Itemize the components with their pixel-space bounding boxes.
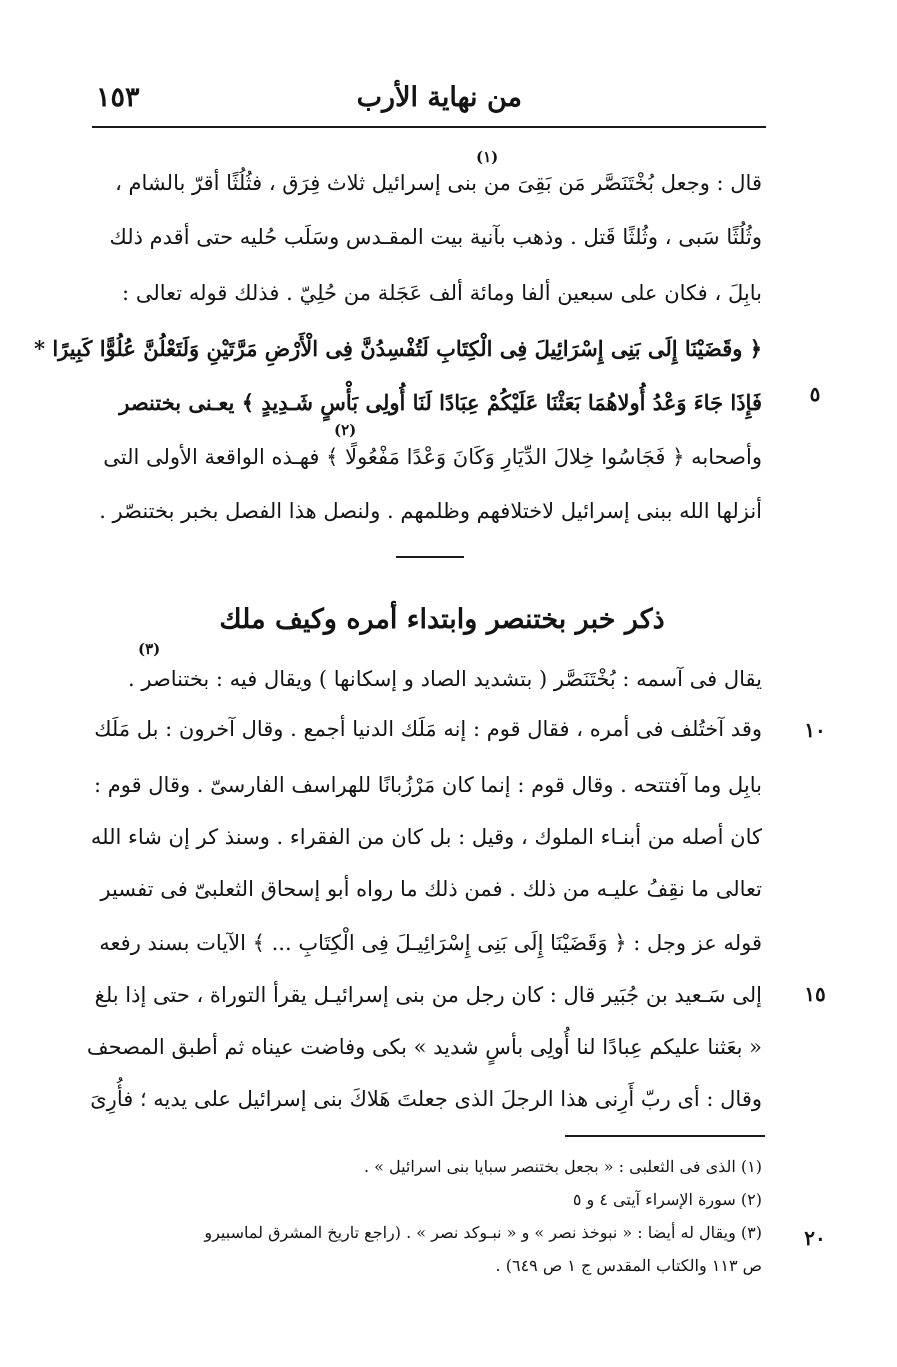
body-line: قوله عز وجل : ﴿ وَقَضَيْنَا إِلَى بَنِى إِسْرَائِيـلَ فِى الْكِتَابِ ... ﴾ الآيات بسند رفعه bbox=[99, 931, 762, 955]
line-number-20: ٢٠ bbox=[804, 1226, 826, 1250]
body-line: وأصحابه ﴿ فَجَاسُوا خِلالَ الدِّيَارِ وَكَانَ وَعْدًا مَفْعُولًا ﴾ فهـذه الواقعة الأولى التى bbox=[103, 445, 762, 469]
page-number: ١٥٣ bbox=[96, 82, 140, 113]
body-line: أنزلها الله ببنى إسرائيل لاختلافهم وظلمهم . ولنصل هذا الفصل بخبر بختنصّر . bbox=[99, 499, 762, 523]
body-line: إلى سَـعيد بن جُبَير قال : كان رجل من بنى إسرائيـل يقرأ التوراة ، حتى إذا بلغ bbox=[94, 983, 762, 1007]
section-title: ذكر خبر بختنصر وابتداء أمره وكيف ملك bbox=[219, 604, 665, 635]
body-line: « بعَثنا عليكم عِبادًا لنا أُولِى بأسٍ شديد » بكى وفاضت عيناه ثم أطبق المصحف bbox=[86, 1035, 762, 1059]
section-divider bbox=[396, 556, 464, 558]
body-line: وقد آختُلف فى أمره ، فقال قوم : إنه مَلَك الدنيا أجمع . وقال آخرون : بل مَلَك bbox=[94, 717, 762, 741]
line-number-5: ٥ bbox=[809, 382, 821, 406]
body-line: تعالى ما نقِفُ عليـه من ذلك . فمن ذلك ما رواه أبو إسحاق الثعلبىّ فى تفسير bbox=[100, 877, 762, 901]
body-line: كان أصله من أبنـاء الملوك ، وقيل : بل كان من الفقراء . وسنذ كر إن شاء الله bbox=[90, 825, 762, 849]
line-number-10: ١٠ bbox=[804, 718, 826, 742]
body-line: يقال فى آسمه : بُخْتَنَصَّر ( بتشديد الصاد و إسكانها ) ويقال فيه : بختناصر . bbox=[128, 667, 762, 691]
quran-line: ﴿ وقَضَيْنَا إِلَى بَنِى إِسْرَائِيلَ فِى الْكِتَابِ لَتُفْسِدُنَّ فِى الْأَرْضِ مَرَّتَيْنِ وَلَتَعْلُنَّ عُلُوًّا كَبِيرًا * bbox=[34, 336, 762, 361]
page-header bbox=[92, 78, 762, 124]
footnote-2: (٢) سورة الإسراء آيتى ٤ و ٥ bbox=[572, 1190, 762, 1209]
footnote-marker-2: (٢) bbox=[334, 421, 357, 439]
body-line: وثُلُثًا سَبى ، وثُلثًا قَتل . وذهب بآنية بيت المقـدس وسَلَب حُليه حتى أقدم ذلك bbox=[109, 225, 762, 249]
header-rule bbox=[92, 126, 766, 128]
body-line: بابِلَ ، فكان على سبعين ألفا ومائة ألف عَجَلة من حُلِيّ . فذلك قوله تعالى : bbox=[122, 281, 762, 305]
line-number-15: ١٥ bbox=[804, 982, 826, 1006]
footnote-marker-1: (١) bbox=[476, 148, 499, 166]
footnote-1: (١) الذى فى الثعلبى : « بجعل بختنصر سبايا بنى اسرائيل » . bbox=[363, 1157, 762, 1176]
footnote-3: (٣) ويقال له أيضا : « نبوخذ نصر » و « نبـوكد نصر » . (راجع تاريخ المشرق لماسبيرو bbox=[204, 1223, 762, 1242]
body-line: بابِل وما آفتتحه . وقال قوم : إنما كان مَرْزُبانًا للهراسف الفارسىّ . وقال قوم : bbox=[93, 773, 762, 797]
footnote-marker-3: (٣) bbox=[138, 640, 161, 658]
footnote-rule bbox=[565, 1135, 765, 1137]
running-title: من نهاية الأرب bbox=[356, 82, 522, 113]
quran-line: فَإِذَا جَاءَ وَعْدُ أُولاهُمَا بَعَثْنَا عَلَيْكُمْ عِبَادًا لَنَا أُولِى بَأْسٍ شَـدِيدٍ ﴾ يعـنى بختنصر bbox=[119, 390, 762, 415]
body-line: وقال : أى ربّ أَرِنى هذا الرجلَ الذى جعلتَ هَلاكَ بنى إسرائيل على يديه ؛ فأُرِىَ bbox=[90, 1087, 762, 1111]
footnote-3-continued: ص ١١٣ والكتاب المقدس ج ١ ص ٦٤٩) . bbox=[495, 1256, 762, 1275]
body-line: قال : وجعل بُخْتَنَصَّر مَن بَقِىَ من بنى إسرائيل ثلاث فِرَق ، فثُلُثًا أقرّ بالشام ، bbox=[115, 171, 762, 195]
